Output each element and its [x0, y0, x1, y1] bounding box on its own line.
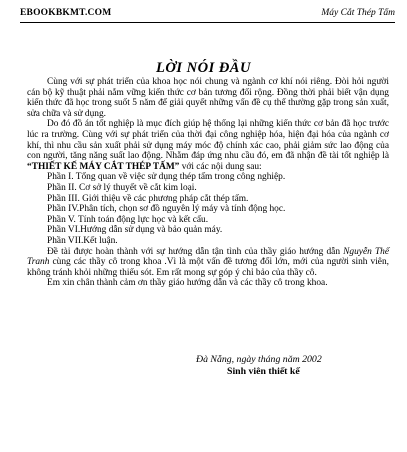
part-item: Phần III. Giới thiệu về các phương pháp cắt thép tấm. — [47, 193, 249, 204]
paragraph-4: Em xin chân thành cảm ơn thầy giáo hướng dẫn và các thầy cô trong khoa. — [47, 278, 328, 289]
body-text — [27, 77, 389, 289]
page-header — [20, 8, 395, 21]
paragraph-3-tail: cùng các thầy cô trong khoa .Vì là một vấn đề tương đối lớn, mới của người sinh viên, không tránh khỏi những thiếu sót. Em rất mong sự góp ý chỉ bảo của thầy cô. — [27, 257, 389, 278]
advisor-name: Nguyễn Thế Tranh — [27, 246, 390, 268]
part-item: Phần V. Tính toán động lực học và kết cấu. — [47, 214, 209, 225]
part-item: Phần II. Cơ sở lý thuyết về cắt kim loại. — [47, 182, 197, 193]
section-title: LỜI NÓI ĐẦU — [156, 60, 251, 76]
signature-author: Sinh viên thiết kế — [227, 366, 300, 377]
part-item: Phần IV.Phân tích, chọn sơ đồ nguyên lý máy và tính động học. — [47, 204, 286, 215]
document-title: Máy Cắt Thép Tấm — [321, 8, 395, 18]
paragraph-2-text: Do đó đồ án tốt nghiệp là mục đích giúp hệ thống lại những kiến thức cơ bản đã học trước lúc ra trường. Cùng với sự phát triển của thời đại công nghiệp hóa, hiện đại hóa của ngành cơ khí, thì nhu cầu sản xuất phải sử dụng máy móc độ chính xác cao, phải giảm sức lao động của con người, tăng năng suất lao động. Nhằm đáp ứng nhu cầu đó, em đã nhận đề tài tốt nghiệp là — [27, 119, 389, 162]
header-divider — [20, 22, 395, 23]
paragraph-1: Cùng với sự phát triển của khoa học nói chung và ngành cơ khí nói riêng. Đòi hỏi người cán bộ kỹ thuật phải nắm vững kiến thức cơ bản tương đối rộng. Đồng thời phải biết vận dụng kiến thức đã học trong suốt 5 năm để giải quyết những vấn đề cụ thể thường gặp trong sản xuất, sửa chữa và sử dụng. — [27, 77, 389, 119]
paragraph-3-text: Đề tài được hoàn thành với sự hướng dẫn tận tình của thầy giáo hướng dẫn — [47, 246, 344, 257]
part-item: Phần VII.Kết luận. — [47, 235, 118, 246]
signature-date: Đà Nẵng, ngày tháng năm 2002 — [196, 354, 322, 365]
part-item: Phần VI.Hướng dẫn sử dụng và bảo quản máy. — [47, 225, 223, 236]
paragraph-2-tail: với các nội dung sau: — [179, 161, 262, 172]
part-item: Phần I. Tổng quan về việc sử dụng thép tấm trong công nghiệp. — [47, 172, 286, 183]
paragraph-2 — [27, 119, 389, 172]
site-name: EBOOKBKMT.COM — [20, 8, 112, 18]
paragraph-3 — [27, 247, 389, 279]
thesis-title: “THIẾT KẾ MÁY CẮT THÉP TẤM” — [27, 161, 180, 172]
